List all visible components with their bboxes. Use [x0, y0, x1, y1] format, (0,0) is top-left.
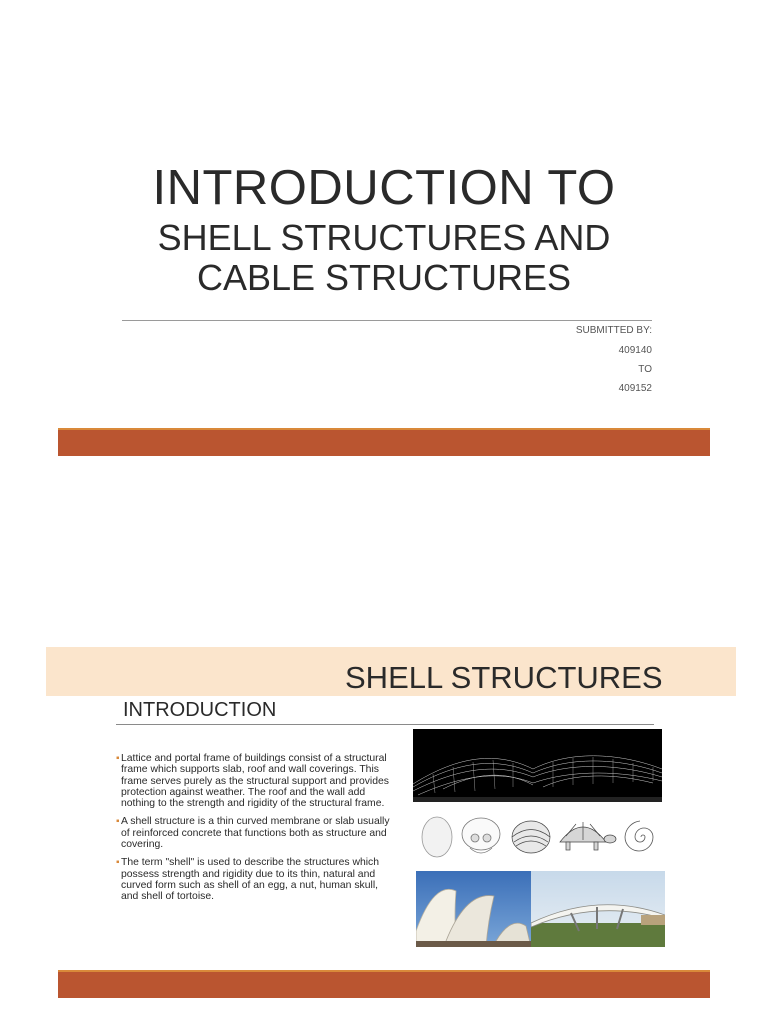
nut-shell-icon [512, 821, 550, 853]
slide-title: SHELL STRUCTURES [345, 660, 663, 695]
tortoise-icon [560, 822, 616, 850]
slide1-footer-bar [58, 428, 710, 456]
bullet-text: A shell structure is a thin curved membrane or slab usually of reinforced concrete that functions both as structure and covering. [121, 816, 390, 851]
bullet-icon: ▪ [116, 753, 120, 764]
title-line-1: INTRODUCTION TO [152, 161, 616, 215]
bullet-item [116, 857, 392, 902]
opera-house-photo [416, 871, 531, 947]
title-divider [122, 320, 652, 321]
title-slide [0, 0, 768, 470]
bullet-text: The term "shell" is used to describe the structures which possess strength and rigidity due to its thin, natural and curved form such as shell of an egg, a nut, human skull, and shell of tortoise. [121, 857, 380, 903]
shell-canopy-photo [531, 871, 665, 947]
nautilus-shell-icon [625, 821, 653, 851]
id-to: 409152 [618, 383, 652, 394]
title-lines-2-3 [0, 218, 768, 298]
bullet-icon: ▪ [116, 816, 120, 828]
bullet-item [116, 753, 392, 809]
bullet-text: Lattice and portal frame of buildings consist of a structural frame which supports slab, roof and wall coverings. This frame serves purely as the structural support and provides protection against weather. The roof and the wall add nothing to the strength and rigidity of the structural frame. [121, 753, 389, 810]
natural-shells-image [418, 812, 662, 862]
id-from: 409140 [618, 345, 652, 356]
skull-icon [462, 818, 500, 853]
wireframe-shell-image [413, 729, 662, 802]
submitted-by-label: SUBMITTED BY: [575, 325, 652, 336]
egg-icon [422, 817, 452, 857]
title-line-2: SHELL STRUCTURES AND [157, 217, 611, 258]
to-label: TO [638, 364, 652, 375]
title-line-3: CABLE STRUCTURES [196, 257, 572, 298]
section-heading: INTRODUCTION [123, 699, 277, 721]
bullet-item [116, 816, 392, 850]
bullet-list [116, 753, 392, 910]
bullet-icon: ▪ [116, 857, 120, 869]
section-divider [116, 724, 654, 725]
slide2-footer-bar [58, 970, 710, 998]
